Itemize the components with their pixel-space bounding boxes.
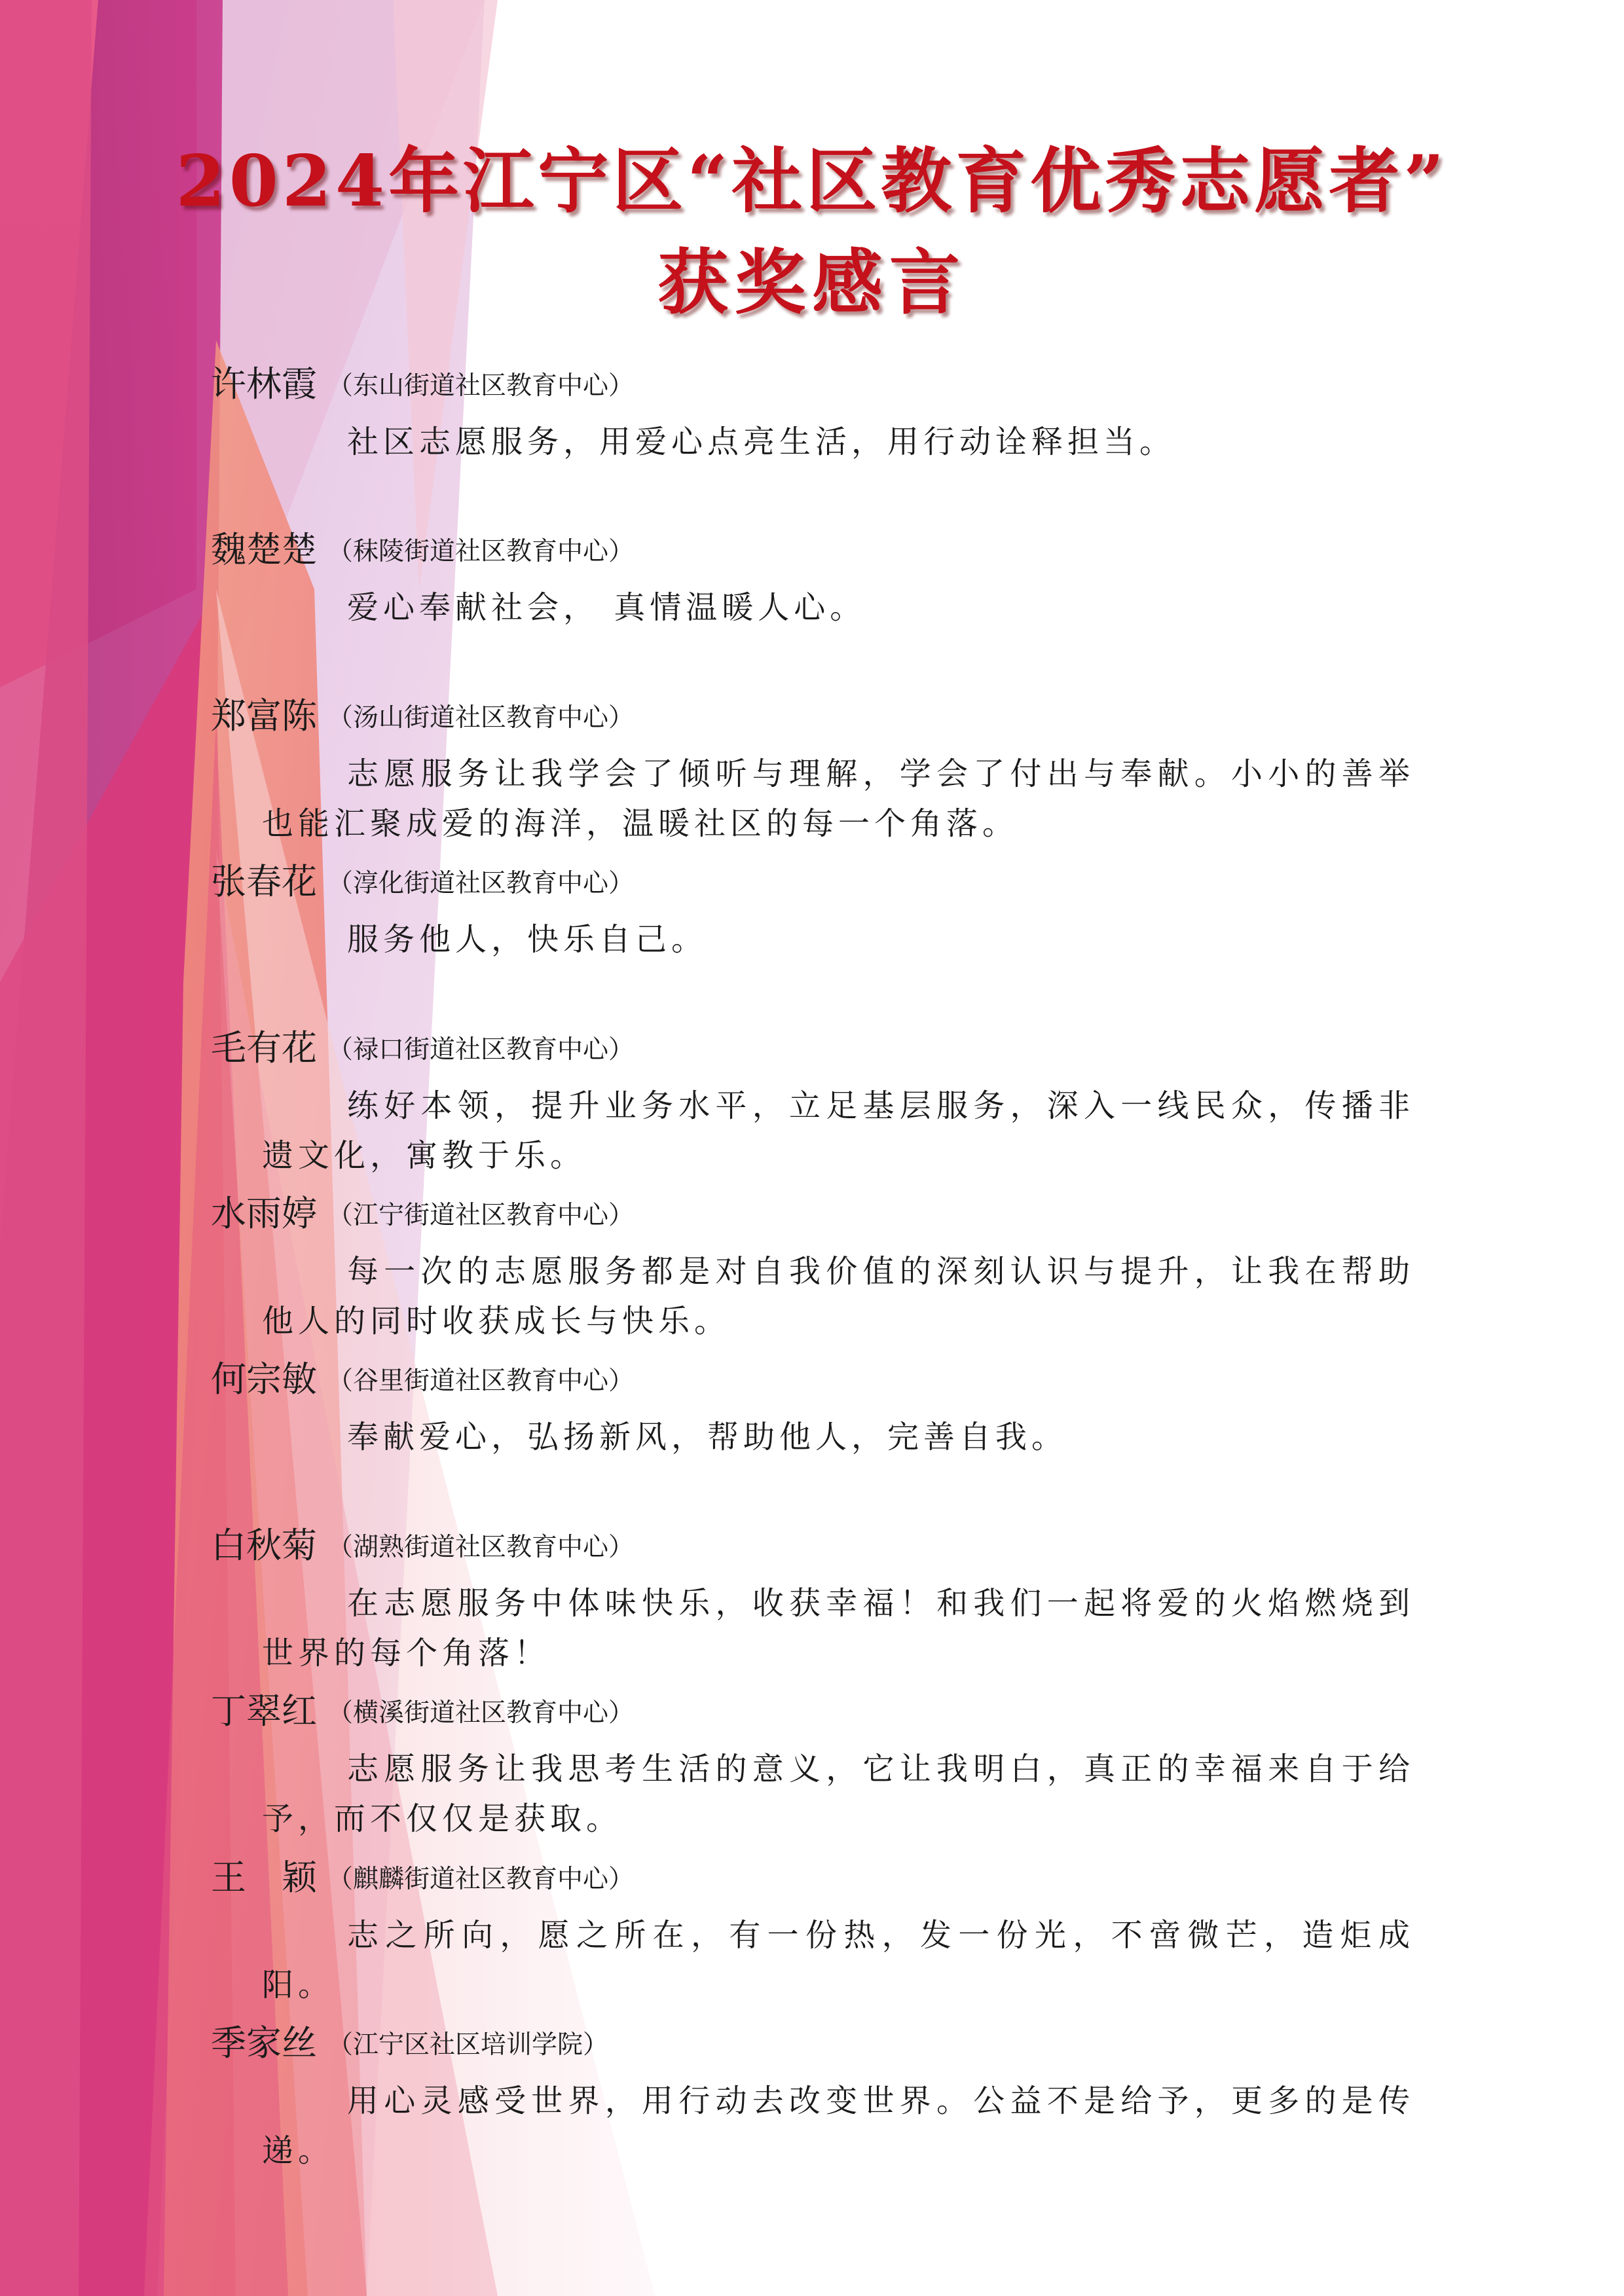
volunteer-quote: 爱心奉献社会， 真情温暖人心。	[347, 589, 866, 626]
volunteer-name: 何宗敏	[211, 1358, 317, 1400]
volunteer-name: 郑富陈	[211, 695, 317, 737]
volunteer-name: 许林霞	[211, 363, 317, 405]
volunteer-organization: （禄口街道社区教育中心）	[327, 1035, 635, 1065]
volunteer-name: 张春花	[211, 861, 317, 902]
volunteer-name: 魏楚楚	[211, 529, 317, 570]
volunteer-name: 王 颖	[211, 1857, 317, 1898]
page-title: 2024年江宁区“社区教育优秀志愿者”	[175, 140, 1449, 223]
volunteer-name: 季家丝	[211, 2022, 317, 2064]
volunteer-organization: （东山街道社区教育中心）	[327, 371, 635, 401]
volunteer-organization: （江宁区社区培训学院）	[327, 2030, 609, 2060]
volunteer-organization: （谷里街道社区教育中心）	[327, 1366, 635, 1396]
page-subtitle: 获奖感言	[657, 242, 967, 324]
volunteer-organization: （江宁街道社区教育中心）	[327, 1201, 635, 1230]
volunteer-name: 水雨婷	[211, 1193, 317, 1234]
volunteer-organization: （淳化街道社区教育中心）	[327, 869, 635, 898]
volunteer-name: 白秋菊	[211, 1525, 317, 1566]
volunteer-quote: 服务他人，快乐自己。	[347, 921, 708, 958]
volunteer-quote: 志愿服务让我思考生活的意义，它让我明白，真正的幸福来自于给予，而不仅仅是获取。	[262, 1751, 1414, 1837]
volunteer-organization: （湖熟街道社区教育中心）	[327, 1533, 635, 1562]
volunteer-quote: 志愿服务让我学会了倾听与理解，学会了付出与奉献。小小的善举也能汇聚成爱的海洋，温暖社区的每一个角落。	[262, 756, 1414, 842]
volunteer-quote: 用心灵感受世界，用行动去改变世界。公益不是给予，更多的是传递。	[262, 2083, 1414, 2169]
volunteer-quote: 社区志愿服务，用爱心点亮生活，用行动诠释担当。	[347, 424, 1176, 460]
volunteer-name: 毛有花	[211, 1027, 317, 1068]
volunteer-quote: 奉献爱心，弘扬新风，帮助他人，完善自我。	[347, 1419, 1068, 1455]
volunteer-quote: 每一次的志愿服务都是对自我价值的深刻认识与提升，让我在帮助他人的同时收获成长与快乐。	[262, 1253, 1414, 1339]
volunteer-quote: 练好本领，提升业务水平，立足基层服务，深入一线民众，传播非遗文化，寓教于乐。	[262, 1087, 1414, 1174]
volunteer-name: 丁翠红	[211, 1690, 317, 1732]
volunteer-organization: （横溪街道社区教育中心）	[327, 1698, 635, 1728]
volunteer-organization: （秣陵街道社区教育中心）	[327, 537, 635, 566]
volunteer-organization: （汤山街道社区教育中心）	[327, 703, 635, 733]
volunteer-quote: 志之所向，愿之所在，有一份热，发一份光，不啻微芒，造炬成阳。	[262, 1917, 1414, 2003]
volunteer-quote: 在志愿服务中体味快乐，收获幸福！和我们一起将爱的火焰燃烧到世界的每个角落！	[262, 1585, 1414, 1671]
volunteer-organization: （麒麟街道社区教育中心）	[327, 1865, 635, 1894]
